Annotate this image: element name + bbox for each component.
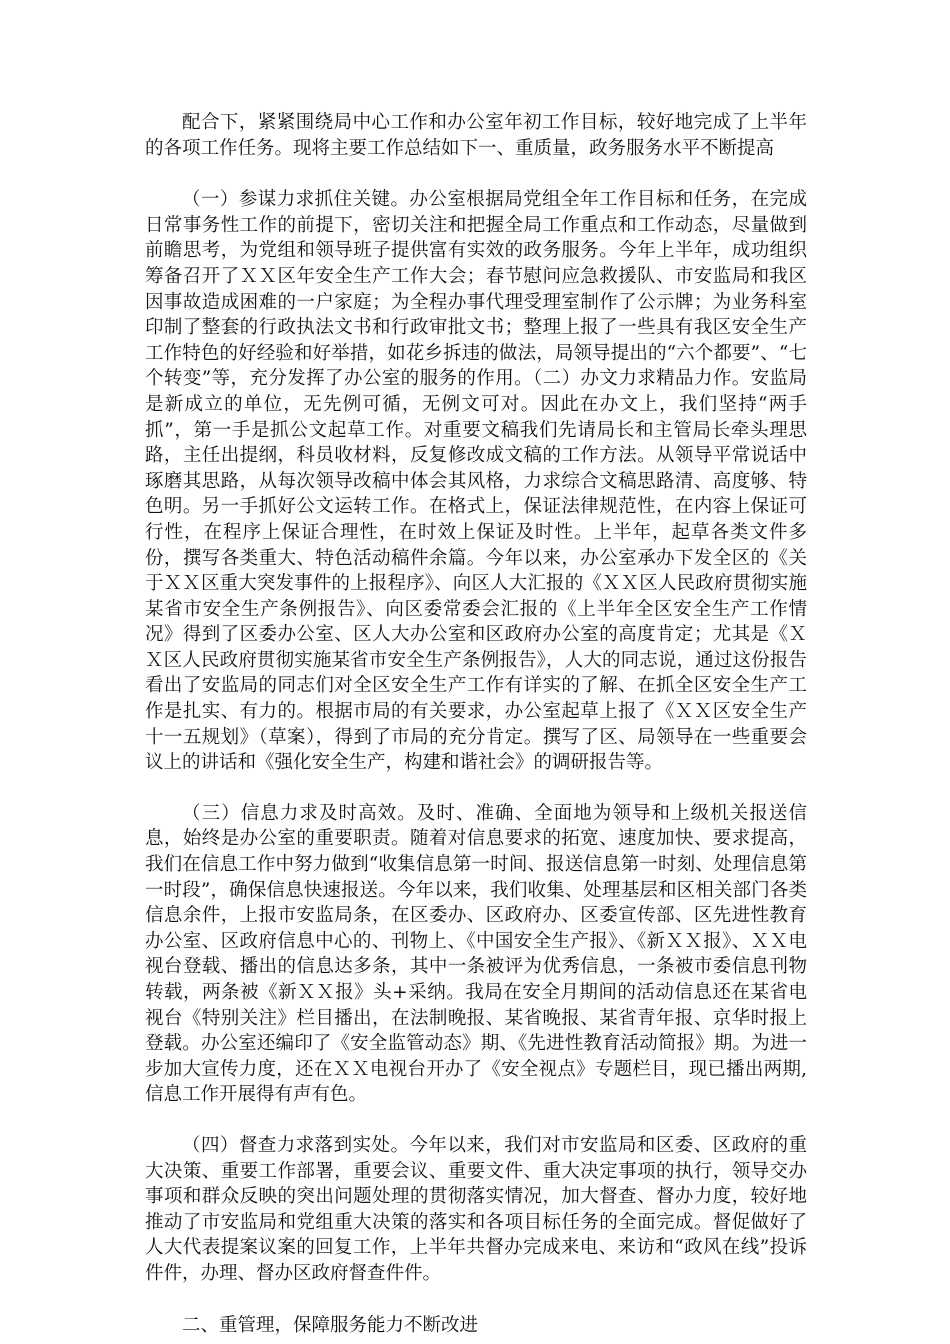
paragraph-section-1-2: （一）参谋力求抓住关键。办公室根据局党组全年工作目标和任务，在完成日常事务性工作的前提下，密切关注和把握全局工作重点和工作动态，尽量做到前瞻思考，为党组和领导班子提供富有实效的政务服务。今年上半年，成功组织筹备召开了ＸＸ区年安全生产工作大会；春节慰问应急救援队、市安监局和我区因事故造成困难的一户家庭；为全程办事代理受理室制作了公示牌；为业务科室印制了整套的行政执法文书和行政审批文书；整理上报了一些具有我区安全生产工作特色的好经验和好举措，如花乡拆违的做法，局领导提出的“六个都要”、“七个转变”等，充分发挥了办公室的服务的作用。（二）办文力求精品力作。安监局是新成立的单位，无先例可循，无例文可对。因此在办文上，我们坚持“两手抓”，第一手是抓公文起草工作。对重要文稿我们先请局长和主管局长牵头理思路，主任出提纲，科员收材料，反复修改成文稿的工作方法。从领导平常说话中琢磨其思路，从每次领导改稿中体会其风格，力求综合文稿思路清、高度够、特色明。另一手抓好公文运转工作。在格式上，保证法律规范性，在内容上保证可行性，在程序上保证合理性，在时效上保证及时性。上半年，起草各类文件多份，撰写各类重大、特色活动稿件余篇。今年以来，办公室承办下发全区的《关于ＸＸ区重大突发事件的上报程序》、向区人大汇报的《ＸＸ区人民政府贯彻实施某省市安全生产条例报告》、向区委常委会汇报的《上半年全区安全生产工作情况》得到了区委办公室、区人大办公室和区政府办公室的高度肯定；尤其是《ＸＸ区人民政府贯彻实施某省市安全生产条例报告》，人大的同志说，通过这份报告看出了安监局的同志们对全区安全生产工作有详实的了解、在抓全区安全生产工作是扎实、有力的。根据市局的有关要求，办公室起草上报了《ＸＸ区安全生产十一五规划》（草案），得到了市局的充分肯定。撰写了区、局领导在一些重要会议上的讲话和《强化安全生产，构建和谐社会》的调研报告等。 (145, 189, 807, 774)
document-page (145, 110, 807, 1338)
section-heading-2: 二、重管理，保障服务能力不断改进 (182, 1314, 479, 1336)
paragraph-intro: 配合下，紧紧围绕局中心工作和办公室年初工作目标，较好地完成了上半年的各项工作任务。现将主要工作总结如下一、重质量，政务服务水平不断提高 (145, 112, 807, 159)
paragraph-section-3: （三）信息力求及时高效。及时、准确、全面地为领导和上级机关报送信息，始终是办公室的重要职责。随着对信息要求的拓宽、速度加快、要求提高，我们在信息工作中努力做到“收集信息第一时间、报送信息第一时刻、处理信息第一时段”，确保信息快速报送。今年以来，我们收集、处理基层和区相关部门各类信息余件，上报市安监局条，在区委办、区政府办、区委宣传部、区先进性教育办公室、区政府信息中心的、刊物上、《中国安全生产报》、《新ＸＸ报》、ＸＸ电视台登载、播出的信息达多条，其中一条被评为优秀信息，一条被市委信息刊物转载，两条被《新ＸＸ报》头+采纳。我局在安全月期间的活动信息还在某省电视台《特别关注》栏目播出，在法制晚报、某省晚报、某省青年报、京华时报上登载。办公室还编印了《安全监管动态》期、《先进性教育活动简报》期。为进一步加大宣传力度，还在ＸＸ电视台开办了《安全视点》专题栏目，现已播出两期,信息工作开展得有声有色。 (145, 802, 807, 1106)
paragraph-section-4: （四）督查力求落到实处。今年以来，我们对市安监局和区委、区政府的重大决策、重要工作部署，重要会议、重要文件、重大决定事项的执行，领导交办事项和群众反映的突出问题处理的贯彻落实情况，加大督查、督办力度，较好地推动了市安监局和党组重大决策的落实和各项目标任务的全面完成。督促做好了人大代表提案议案的回复工作，上半年共督办完成来电、来访和“政风在线”投诉件件，办理、督办区政府督查件件。 (145, 1134, 807, 1284)
